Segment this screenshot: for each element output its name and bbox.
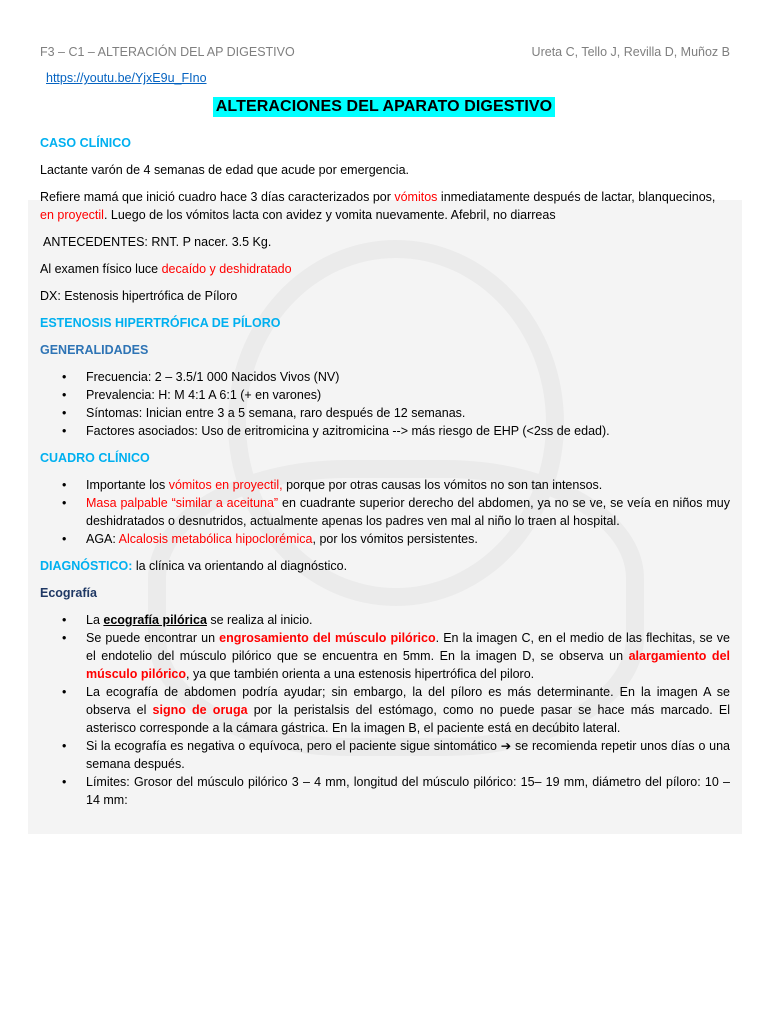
text: Se puede encontrar un [86,631,220,645]
header-right: Ureta C, Tello J, Revilla D, Muñoz B [531,45,730,59]
text: porque por otras causas los vómitos no son tan intensos. [282,478,603,492]
highlight-text: Masa palpable “similar a aceituna” [86,496,279,510]
page-header [40,45,730,59]
highlight-text: Alcalosis metabólica hipoclorémica [118,532,313,546]
highlight-text: signo de oruga [152,703,248,717]
bullet: • [62,532,67,546]
list-item [40,422,730,440]
text: se recomienda repetir unos días o una semana después. [86,739,730,771]
bullet: • [62,478,67,492]
text: en cuadrante superior derecho del abdomen, ya no se ve, se veía en niños muy deshidratados o desnutridos, actualmente apenas los padres ven mal al niño lo traen al hospital. [86,496,731,528]
caso-p1: Lactante varón de 4 semanas de edad que acude por emergencia. [40,163,410,177]
list-item [40,386,730,404]
document-content [40,134,730,818]
text: Refiere mamá que inició cuadro hace 3 días caracterizados por [40,190,395,204]
text: por la peristalsis del estómago, como no puede pasar se hace más marcado. El asterisco corresponde a la cámara gástrica. En la imagen B, el paciente está en decúbito lateral. [86,703,730,735]
highlight-text: en proyectil [40,208,104,222]
text: , por los vómitos persistentes. [312,532,478,546]
caso-p5: DX: Estenosis hipertrófica de Píloro [40,289,238,303]
bullet: • [62,388,67,402]
bullet: • [62,370,67,384]
text: Límites: Grosor del músculo pilórico 3 – 4 mm, longitud del músculo pilórico: 15– 19 mm, diámetro del píloro: 10 – 14 mm: [86,775,730,807]
bullet: • [62,613,67,627]
diagnostico-paragraph [40,557,730,575]
text: Si la ecografía es negativa o equívoca, pero el paciente sigue sintomático [86,739,501,753]
list-item [40,494,730,530]
generalidades-list [40,368,730,440]
underlined-text: ecografía pilórica [103,613,207,627]
ecografia-list [40,611,730,809]
highlight-text: engrosamiento del músculo pilórico [219,631,436,645]
caso-p3: ANTECEDENTES: RNT. P nacer. 3.5 Kg. [43,235,272,249]
list-item [40,368,730,386]
youtube-link[interactable]: https://youtu.be/YjxE9u_FIno [46,71,207,85]
bullet: • [62,496,67,510]
generalidades-heading: GENERALIDADES [40,343,149,357]
text: . En la imagen C, en el medio de las flechitas, se ve el endotelio del músculo pilórico que se encuentra en 5mm. En la imagen D, se observa un [86,631,731,663]
text: Síntomas: Inician entre 3 a 5 semana, raro después de 12 semanas. [86,406,466,420]
highlight-text: decaído y deshidratado [161,262,292,276]
bullet: • [62,739,67,753]
bullet: • [62,406,67,420]
text: , ya que también orienta a una estenosis hipertrófica del piloro. [186,667,535,681]
bullet: • [62,424,67,438]
text: la clínica va orientando al diagnóstico. [132,559,348,573]
text: AGA: [86,532,119,546]
ehp-heading: ESTENOSIS HIPERTRÓFICA DE PÍLORO [40,316,281,330]
caso-p4 [40,260,730,278]
cuadro-clinico-heading: CUADRO CLÍNICO [40,451,150,465]
list-item [40,773,730,809]
caso-p2 [40,188,730,224]
list-item [40,737,730,773]
header-left: F3 – C1 – ALTERACIÓN DEL AP DIGESTIVO [40,45,295,59]
highlight-text: vómitos en proyectil, [168,478,283,492]
highlight-text: vómitos [394,190,438,204]
bullet: • [62,685,67,699]
bullet: • [62,631,67,645]
bullet: • [62,775,67,789]
diagnostico-label: DIAGNÓSTICO: [40,559,133,573]
arrow-icon: ➔ [500,739,512,753]
list-item [40,476,730,494]
highlight-text: alargamiento del músculo pilórico [86,649,730,681]
text: Al examen físico luce [40,262,162,276]
text: se realiza al inicio. [206,613,313,627]
list-item [40,683,730,737]
text: Frecuencia: 2 – 3.5/1 000 Nacidos Vivos (NV) [86,370,340,384]
list-item [40,404,730,422]
title-wrap [0,97,768,117]
text: Prevalencia: H: M 4:1 A 6:1 (+ en varones) [86,388,322,402]
text: inmediatamente después de lactar, blanquecinos, [437,190,716,204]
text: Factores asociados: Uso de eritromicina y azitromicina --> más riesgo de EHP (<2ss de edad). [86,424,610,438]
cuadro-list [40,476,730,548]
text: Importante los [86,478,169,492]
text: La [86,613,104,627]
list-item [40,629,730,683]
text: . Luego de los vómitos lacta con avidez y vomita nuevamente. Afebril, no diarreas [103,208,556,222]
list-item [40,530,730,548]
page-title: ALTERACIONES DEL APARATO DIGESTIVO [213,97,555,117]
caso-clinico-heading: CASO CLÍNICO [40,136,131,150]
text: La ecografía de abdomen podría ayudar; sin embargo, la del píloro es más determinante. En la imagen A se observa el [86,685,730,717]
list-item [40,611,730,629]
ecografia-heading: Ecografía [40,586,97,600]
